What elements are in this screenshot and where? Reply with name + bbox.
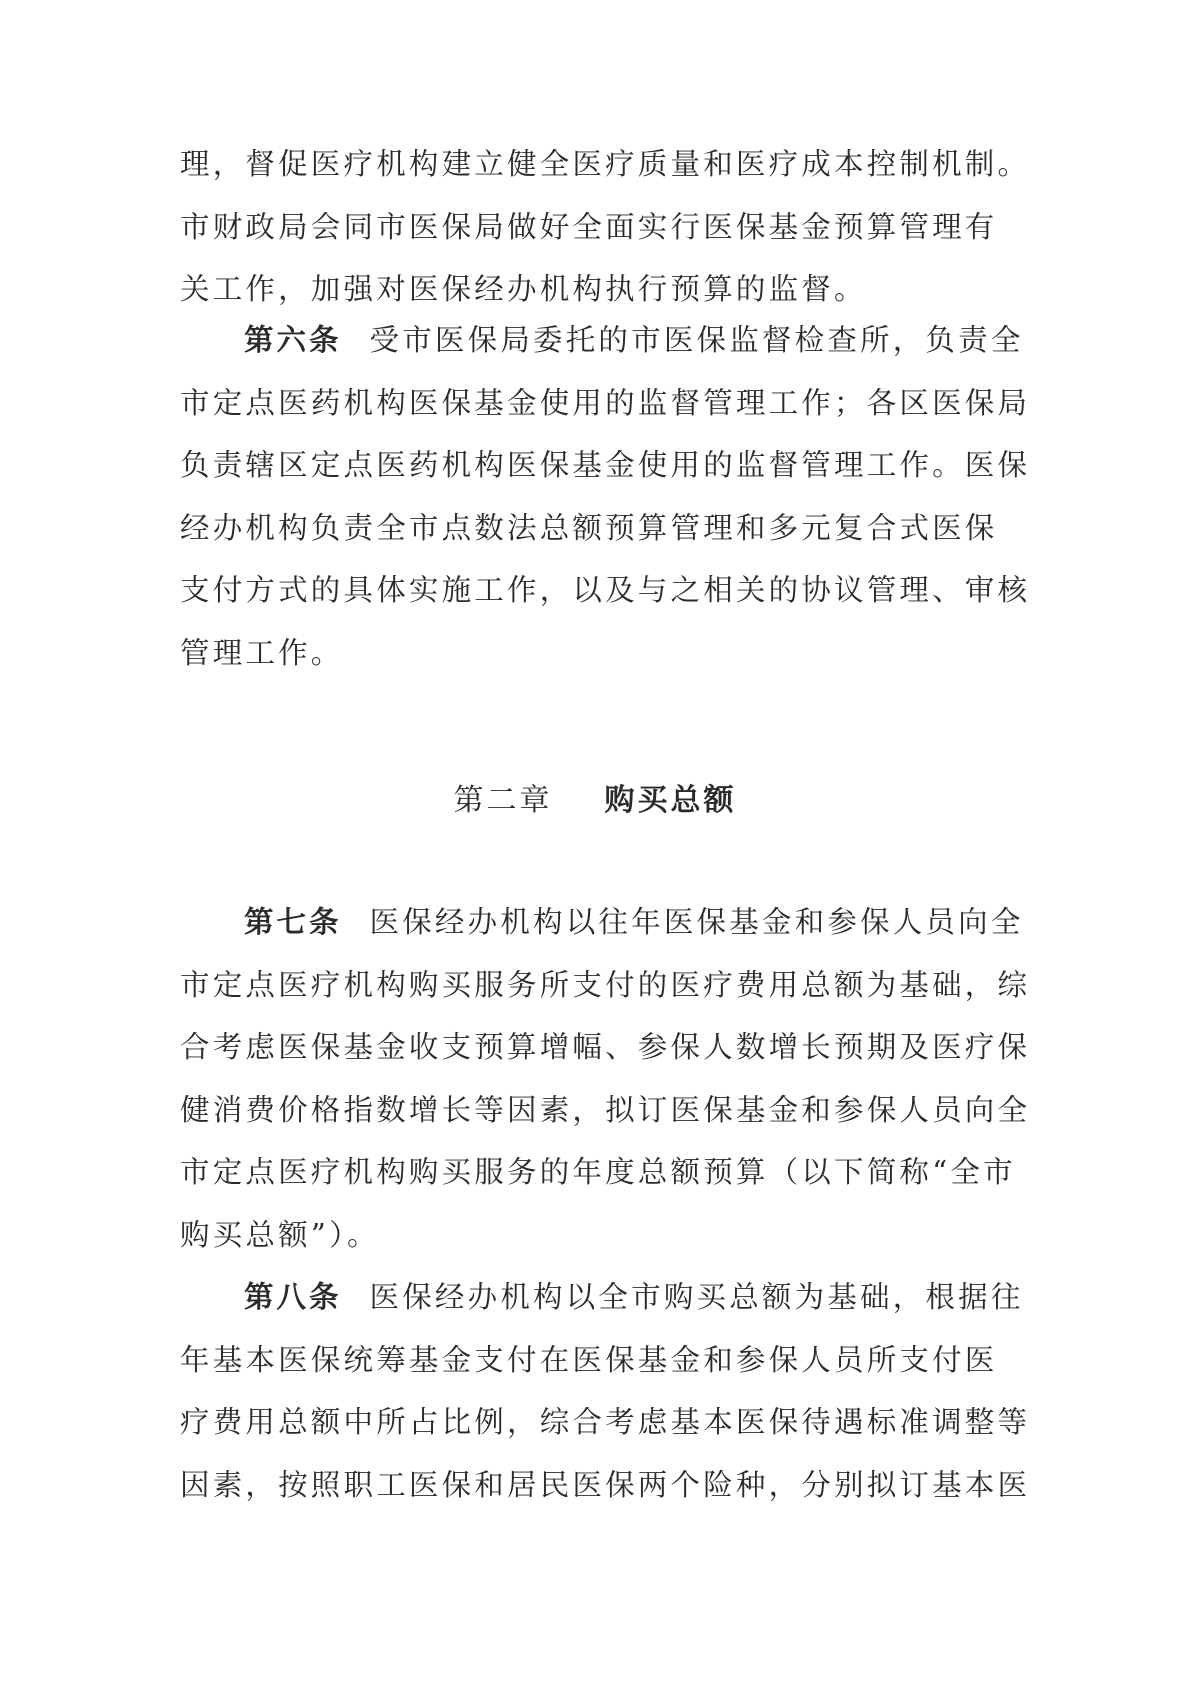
chapter-number: 第二章 bbox=[453, 783, 553, 818]
text-line: 市定点医药机构医保基金使用的监督管理工作；各区医保局 bbox=[180, 385, 1031, 420]
chapter-heading bbox=[0, 770, 1190, 832]
text-line: 经办机构负责全市点数法总额预算管理和多元复合式医保 bbox=[180, 510, 998, 545]
article-8 bbox=[180, 1266, 1031, 1516]
text-line: 受市医保局委托的市医保监督检查所，负责全 bbox=[369, 323, 1024, 357]
article-label: 第六条 bbox=[244, 322, 342, 357]
article-first-line bbox=[180, 309, 1024, 372]
text-line: 购买总额”）。 bbox=[180, 1217, 380, 1252]
chapter-title: 购买总额 bbox=[604, 783, 737, 818]
article-first-line bbox=[180, 1266, 1024, 1329]
text-line: 市财政局会同市医保局做好全面实行医保基金预算管理有 bbox=[180, 209, 998, 244]
text-line: 市定点医疗机构购买服务所支付的医疗费用总额为基础，综 bbox=[180, 967, 1031, 1002]
article-7 bbox=[180, 891, 1031, 1266]
text-line: 因素，按照职工医保和居民医保两个险种，分别拟订基本医 bbox=[180, 1467, 1031, 1502]
article-label: 第八条 bbox=[244, 1279, 342, 1314]
text-line: 合考虑医保基金收支预算增幅、参保人数增长预期及医疗保 bbox=[180, 1030, 1031, 1064]
text-line: 疗费用总额中所占比例，综合考虑基本医保待遇标准调整等 bbox=[180, 1405, 1031, 1439]
text-line: 管理工作。 bbox=[180, 635, 344, 670]
text-line: 年基本医保统筹基金支付在医保基金和参保人员所支付医 bbox=[180, 1342, 998, 1377]
text-line: 医保经办机构以往年医保基金和参保人员向全 bbox=[369, 905, 1024, 939]
article-label: 第七条 bbox=[244, 904, 342, 939]
text-line: 理，督促医疗机构建立健全医疗质量和医疗成本控制机制。 bbox=[180, 147, 1031, 181]
text-line: 健消费价格指数增长等因素，拟订医保基金和参保人员向全 bbox=[180, 1092, 1031, 1127]
paragraph-continuation bbox=[180, 133, 1031, 321]
text-line: 市定点医疗机构购买服务的年度总额预算（以下简称“全市 bbox=[180, 1155, 1016, 1189]
text-line: 负责辖区定点医药机构医保基金使用的监督管理工作。医保 bbox=[180, 448, 1031, 482]
article-first-line bbox=[180, 891, 1024, 954]
article-6 bbox=[180, 309, 1031, 684]
text-line: 关工作，加强对医保经办机构执行预算的监督。 bbox=[180, 272, 867, 306]
text-line: 支付方式的具体实施工作，以及与之相关的协议管理、审核 bbox=[180, 573, 1031, 607]
text-line: 医保经办机构以全市购买总额为基础，根据往 bbox=[369, 1280, 1024, 1314]
